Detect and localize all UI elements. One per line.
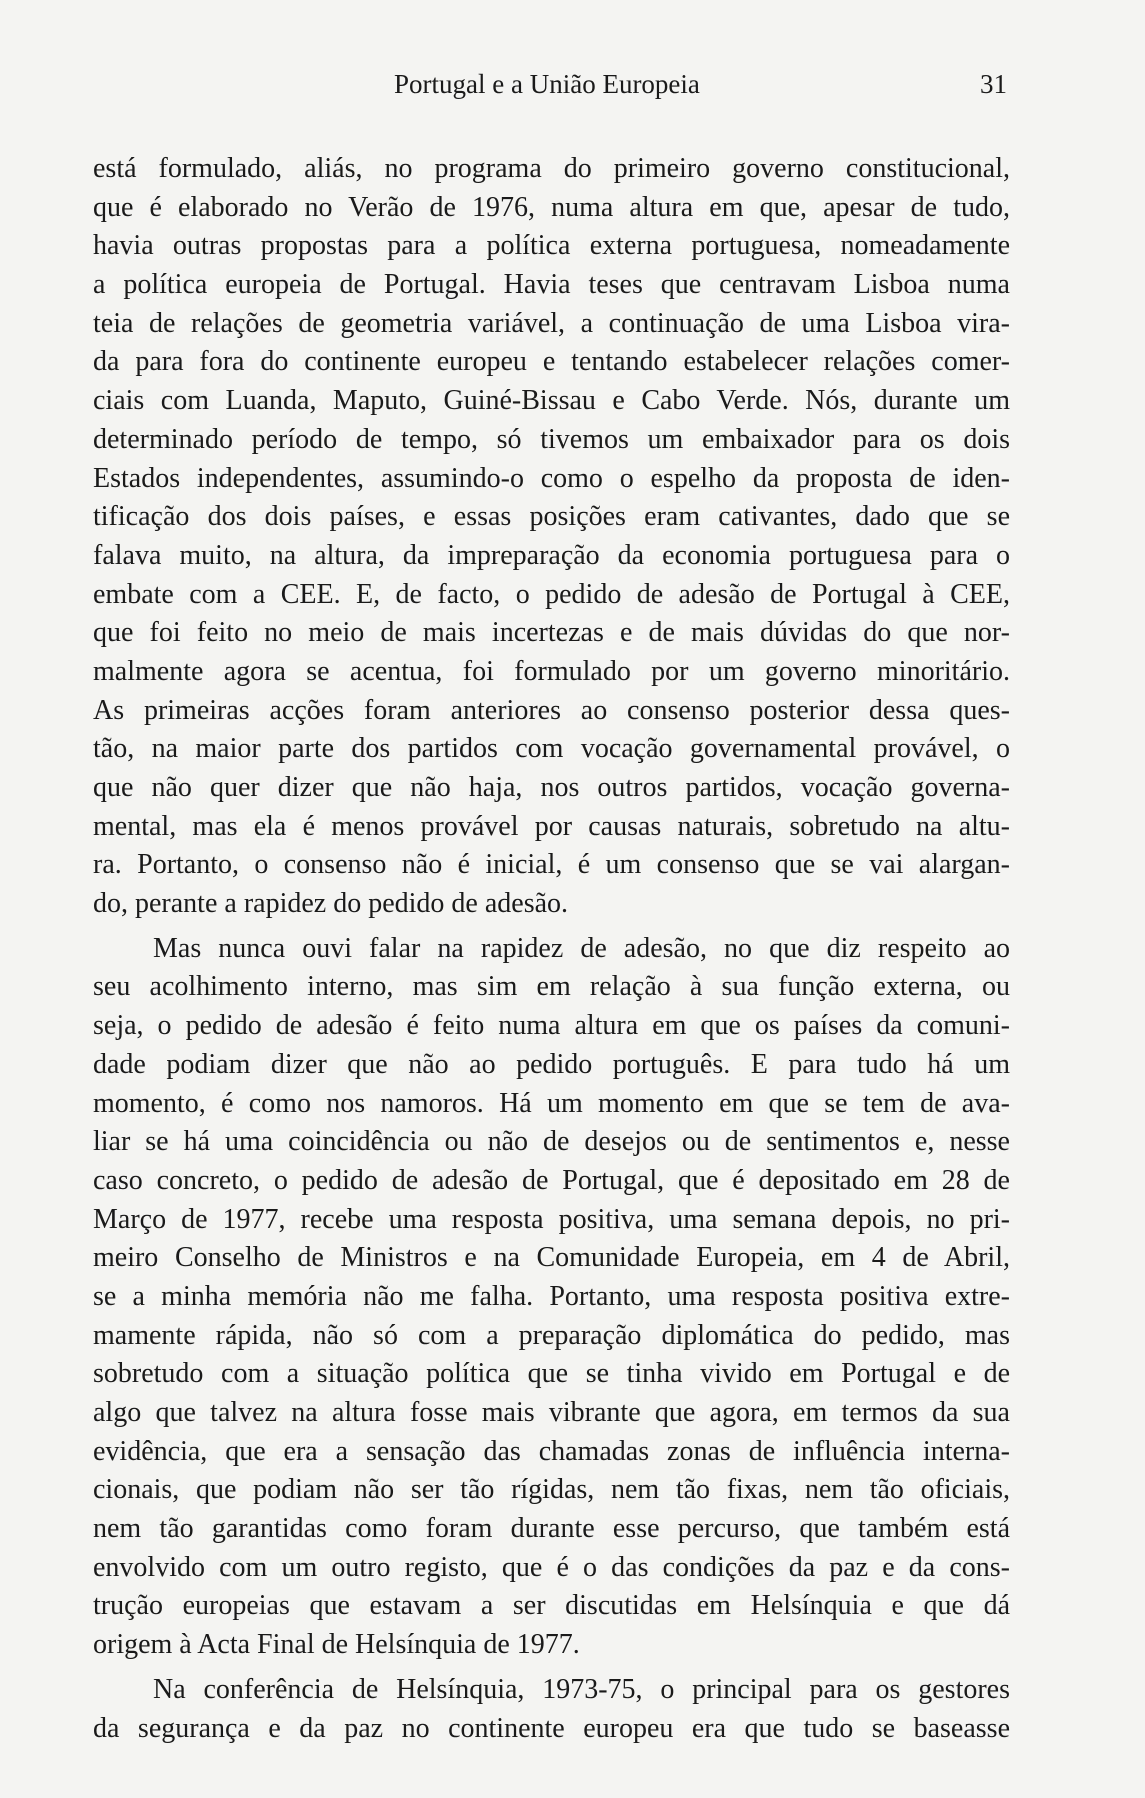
text-line: mental, mas ela é menos provável por causas naturais, sobretudo na altu- <box>93 810 1010 842</box>
text-line: envolvido com um outro registo, que é o das condições da paz e da cons- <box>93 1551 1010 1583</box>
text-line: algo que talvez na altura fosse mais vibrante que agora, em termos da sua <box>93 1397 1010 1428</box>
paragraph <box>93 930 1010 1665</box>
text-line: nem tão garantidas como foram durante esse percurso, que também está <box>93 1513 1010 1545</box>
text-line: liar se há uma coincidência ou não de desejos ou de sentimentos e, nesse <box>93 1126 1010 1158</box>
text-line: As primeiras acções foram anteriores ao consenso posterior dessa ques- <box>93 694 1010 726</box>
text-line: determinado período de tempo, só tivemos um embaixador para os dois <box>93 423 1010 455</box>
text-line: meiro Conselho de Ministros e na Comunidade Europeia, em 4 de Abril, <box>93 1242 1010 1274</box>
text-line: trução europeias que estavam a ser discutidas em Helsínquia e que dá <box>93 1590 1010 1622</box>
text-line: falava muito, na altura, da impreparação da economia portuguesa para o <box>93 539 1010 571</box>
page-header <box>0 64 1145 104</box>
text-line: do, perante a rapidez do pedido de adesão. <box>93 888 569 920</box>
text-line: seja, o pedido de adesão é feito numa altura em que os países da comuni- <box>93 1010 1010 1042</box>
paragraph <box>93 150 1010 924</box>
text-line: ra. Portanto, o consenso não é inicial, é um consenso que se vai alargan- <box>93 849 1010 881</box>
text-line: sobretudo com a situação política que se tinha vivido em Portugal e de <box>93 1358 1010 1390</box>
text-line: da segurança e da paz no continente europeu era que tudo se baseasse <box>93 1712 1010 1744</box>
running-title: Portugal e a União Europeia <box>394 69 700 99</box>
text-line: evidência, que era a sensação das chamadas zonas de influência interna- <box>93 1435 1010 1467</box>
text-line: a política europeia de Portugal. Havia teses que centravam Lisboa numa <box>93 269 1010 301</box>
text-line: tão, na maior parte dos partidos com vocação governamental provável, o <box>93 733 1010 765</box>
text-line: que é elaborado no Verão de 1976, numa altura em que, apesar de tudo, <box>93 191 1010 223</box>
text-line: origem à Acta Final de Helsínquia de 1977. <box>93 1629 580 1661</box>
body-text <box>93 150 1010 1748</box>
text-line: seu acolhimento interno, mas sim em relação à sua função externa, ou <box>93 971 1010 1003</box>
text-line: se a minha memória não me falha. Portanto, uma resposta positiva extre- <box>93 1280 1010 1312</box>
text-line: Na conferência de Helsínquia, 1973-75, o principal para os gestores <box>153 1673 1010 1705</box>
text-line: da para fora do continente europeu e tentando estabelecer relações comer- <box>93 346 1010 378</box>
text-line: teia de relações de geometria variável, a continuação de uma Lisboa vira- <box>93 307 1010 339</box>
text-line: dade podiam dizer que não ao pedido português. E para tudo há um <box>93 1048 1010 1080</box>
text-line: tificação dos dois países, e essas posições eram cativantes, dado que se <box>93 501 1010 533</box>
text-line: caso concreto, o pedido de adesão de Portugal, que é depositado em 28 de <box>93 1164 1010 1196</box>
page-number: 31 <box>980 69 1007 99</box>
text-line: está formulado, aliás, no programa do primeiro governo constitucional, <box>93 153 1010 184</box>
text-line: momento, é como nos namoros. Há um momento em que se tem de ava- <box>93 1087 1010 1119</box>
text-line: malmente agora se acentua, foi formulado por um governo minoritário. <box>93 655 1010 687</box>
text-line: Estados independentes, assumindo-o como o espelho da proposta de iden- <box>93 462 1010 494</box>
text-line: que foi feito no meio de mais incertezas e de mais dúvidas do que nor- <box>93 617 1010 649</box>
text-line: Mas nunca ouvi falar na rapidez de adesão, no que diz respeito ao <box>153 932 1010 964</box>
text-line: que não quer dizer que não haja, nos outros partidos, vocação governa- <box>93 772 1010 803</box>
text-line: embate com a CEE. E, de facto, o pedido de adesão de Portugal à CEE, <box>93 578 1010 610</box>
text-line: havia outras propostas para a política externa portuguesa, nomeadamente <box>93 230 1010 262</box>
text-line: ciais com Luanda, Maputo, Guiné-Bissau e Cabo Verde. Nós, durante um <box>93 385 1010 417</box>
paragraph <box>93 1671 1010 1748</box>
text-line: cionais, que podiam não ser tão rígidas, nem tão fixas, nem tão oficiais, <box>93 1474 1010 1506</box>
text-line: mamente rápida, não só com a preparação diplomática do pedido, mas <box>93 1319 1010 1351</box>
text-line: Março de 1977, recebe uma resposta positiva, uma semana depois, no pri- <box>93 1203 1010 1235</box>
